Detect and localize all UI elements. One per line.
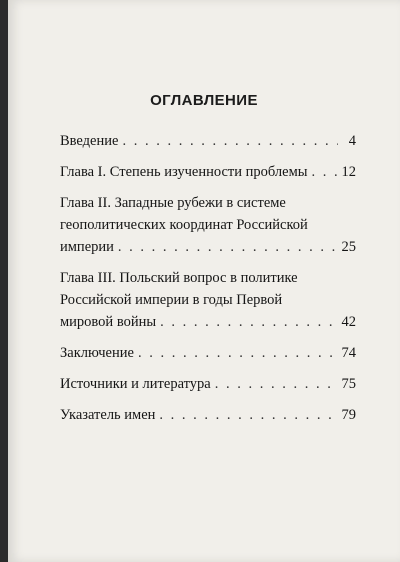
toc-leader-dots <box>122 130 338 152</box>
toc-entry-text: Заключение <box>60 345 134 361</box>
toc-leader-dots <box>160 311 337 333</box>
toc-page-number: 12 <box>341 164 356 180</box>
toc-entry-text: мировой войны <box>60 314 157 330</box>
toc-leader-dots <box>118 236 338 258</box>
toc-entry-text: Источники и литература <box>60 376 211 392</box>
toc-entry-text: Российской империи в годы Первой <box>60 292 283 308</box>
toc-entry-text: империи <box>60 239 114 255</box>
toc-page-number: 75 <box>341 376 356 392</box>
toc-page-number: 74 <box>341 345 356 361</box>
book-page <box>8 0 400 562</box>
toc-entry <box>60 192 356 258</box>
toc-entry <box>60 373 356 395</box>
toc-entry-text: Указатель имен <box>60 407 156 423</box>
toc-page-number: 79 <box>341 407 356 423</box>
toc-entry-text: Введение <box>60 133 119 149</box>
toc-page-number: 42 <box>341 314 356 330</box>
toc-entry-text: Глава II. Западные рубежи в системе <box>60 195 286 211</box>
toc-entry <box>60 130 356 152</box>
toc-entry-text: геополитических координат Российской <box>60 217 308 233</box>
toc-entry <box>60 404 356 426</box>
toc-entry-text: Глава III. Польский вопрос в политике <box>60 270 298 286</box>
toc-entry <box>60 342 356 364</box>
page-title: ОГЛАВЛЕНИЕ <box>150 92 258 109</box>
toc-page-number: 25 <box>341 239 356 255</box>
toc-page-number: 4 <box>348 133 356 149</box>
toc-entry <box>60 161 356 183</box>
toc-leader-dots <box>138 342 338 364</box>
toc-leader-dots <box>215 373 338 395</box>
toc-entry-text: Глава I. Степень изученности проблемы <box>60 164 308 180</box>
table-of-contents <box>60 130 356 435</box>
toc-entry <box>60 267 356 333</box>
toc-leader-dots <box>312 161 338 183</box>
toc-leader-dots <box>159 404 337 426</box>
